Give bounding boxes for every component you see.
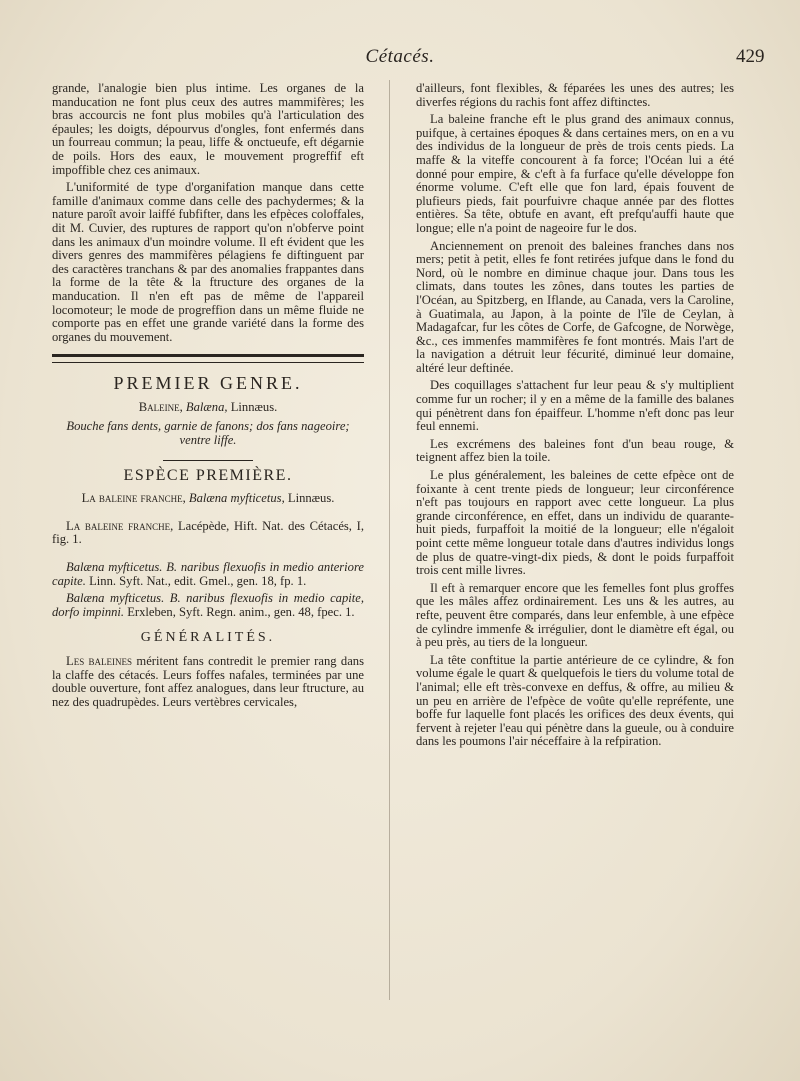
reference-latin: Balæna myfticetus. B. naribus flexuofis in medio anteriore capite. (52, 560, 364, 588)
reference-citation: Erxleben, Syft. Regn. anim., gen. 48, fpec. 1. (127, 604, 355, 619)
genre-description: Bouche fans dents, garnie de fanons; dos fans nageoire; ventre liffe. (66, 419, 350, 448)
left-column (52, 82, 364, 713)
paragraph: d'ailleurs, font flexibles, & féparées les unes des autres; les diverfes régions du rachis font affez diftinctes. (416, 81, 734, 109)
genre-name-line (52, 401, 364, 415)
paragraph: L'uniformité de type d'organifation manque dans cette famille d'animaux comme dans celle des pachydermes; & la nature paroît avoir laiffé fubfifter, dans les efpèces coloffales, dit M. Cuvier, des ruptures de rapport qu'on n'obferve point dans les animaux d'un moindre volume. Il eft évident que les divers genres des mammifères pélagiens fe diftinguent par des caractères tranchans & par des anomalies frappantes dans la forme de la tête & la ftructure des organes de la manducation. Il n'en eft pas de même de l'appareil locomoteur; le mode de progreffion dans un même fluide ne comporte pas en effet une grande variété dans la forme des organes du mouvement. (52, 180, 364, 344)
paragraph: Anciennement on prenoit des baleines franches dans nos mers; petit à petit, elles fe font retirées jufque dans le fond du Nord, où le nombre en diminue chaque jour. Dans tous les climats, dans toutes les zônes, dans toutes les parties de l'Océan, au Spitzberg, en Iflande, au Canada, vers la Caroline, à Guatimala, au Japon, à la pointe de l'île de Ceylan, à Madagafcar, fur les côtes de Corfe, de Gafcogne, de Norwège, &c., ces immenfes mammifères fe font montrés. Mais l'art de la navigation a détruit leur fécurité, diminué leur domaine, altéré leur deftinée. (416, 238, 734, 375)
reference-name: La baleine franche, (66, 518, 174, 533)
paragraph: La baleine franche eft le plus grand des animaux connus, puifque, à certaines époques & dans certaines mers, on en a vu des individus de la longueur de près de trois cents pieds. La maffe & la viteffe concourent à fa force; l'Océan lui a été donné pour empire, & c'eft à fa furface qu'elle développe fon énorme volume. C'eft elle que fon lard, épais fouvent de plufieurs pieds, fait pourfuivre chaque année par des flottes entières. Sa tête, obtufe en avant, eft prefqu'auffi haute que longue; elle n'a point de nageoire fur le dos. (416, 112, 734, 235)
genre-latin-name: Balæna, (185, 399, 228, 414)
genre-name: Baleine, (138, 399, 183, 414)
running-title: Cétacés. (365, 46, 435, 67)
reference-latin: Balæna myfticetus. B. naribus flexuofis in medio capite, dorfo impinni. (52, 591, 364, 619)
paragraph-text: méritent fans contredit le premier rang dans la claffe des cétacés. Leurs foffes nafales, terminées par une double ouverture, font affez analogues, dans leur ftructure, au nez des quadrupèdes. Leurs vertèbres cervicales, (52, 654, 364, 709)
column-rule (389, 80, 390, 1000)
short-divider (163, 460, 253, 461)
reference-citation: Linn. Syft. Nat., edit. Gmel., gen. 18, fp. 1. (89, 573, 307, 588)
synonymy-reference (52, 561, 364, 588)
page-number: 429 (736, 46, 765, 67)
paragraph (52, 655, 364, 709)
lead-words: Les baleines (66, 654, 133, 668)
right-column (416, 82, 734, 753)
synonymy-reference (52, 520, 364, 547)
section-divider (52, 354, 364, 363)
genre-heading: PREMIER GENRE. (113, 373, 303, 394)
reference-citation: Lacépède, Hift. Nat. des Cétacés, I, fig. 1. (52, 518, 364, 547)
paragraph: La tête conftitue la partie antérieure de ce cylindre, & fon volume égale le quart & quelquefois le tiers du volume total de l'animal; elle eft très-convexe en deffus, & offre, au milieu & un peu en arrière de l'efpèce de voûte qu'elle repréfente, une boffe fur laquelle font placés les orifices des deux évents, qui fervent à rejeter l'eau qui pénètre dans la gueule, ou à conduire dans les poumons l'air néceffaire à la refpiration. (416, 652, 734, 749)
species-latin-name: Balæna myfticetus, (188, 491, 285, 506)
species-name-line (52, 492, 364, 506)
generalites-heading: GÉNÉRALITÉS. (140, 630, 276, 646)
paragraph: Les excrémens des baleines font d'un beau rouge, & teignent affez bien la toile. (416, 436, 734, 465)
paragraph: Des coquillages s'attachent fur leur peau & s'y multiplient comme fur un rocher; il y en a même de la famille des balanes qui pénètrent dans fon épaiffeur. L'homme n'eft donc pas leur feul ennemi. (416, 378, 734, 434)
paragraph: Il eft à remarquer encore que les femelles font plus groffes que les mâles affez ordinairement. Les uns & les autres, au refte, peuvent être comparés, dans leur enfemble, à une efpèce de cylindre immenfe & irrégulier, dont le diamètre eft égal, ou à peu près, au tiers de la longueur. (416, 580, 734, 650)
genre-author: Linnæus. (230, 399, 278, 414)
paragraph: Le plus généralement, les baleines de cette efpèce ont de foixante à cent trente pieds de longueur; leur circonférence n'eft pas toujours en rapport avec cette longueur. La plus grande circonférence, en effet, dans un individu de quarante-huit pieds, furpaffoit la moitié de la longueur; elle n'égaloit point cette même longueur totale dans d'autres individus longs de plus de quatre-vingt-dix pieds, & dont le poids furpaffoit trois cent mille livres. (416, 468, 734, 578)
synonymy-reference (52, 592, 364, 619)
paragraph: grande, l'analogie bien plus intime. Les organes de la manducation ne font plus ceux des autres mammifères; les bras accourcis ne font plus mobiles qu'à l'articulation des épaules; les doigts, dépourvus d'ongles, font enfermés dans un fourreau commun; la peau, liffe & onctueufe, eft dégarnie de poils. Hors des eaux, le mouvement progreffif eft impoffible chez ces animaux. (52, 81, 364, 177)
species-name: La baleine franche, (81, 491, 186, 506)
species-author: Linnæus. (287, 491, 335, 506)
species-heading: ESPÈCE PREMIÈRE. (123, 466, 293, 484)
